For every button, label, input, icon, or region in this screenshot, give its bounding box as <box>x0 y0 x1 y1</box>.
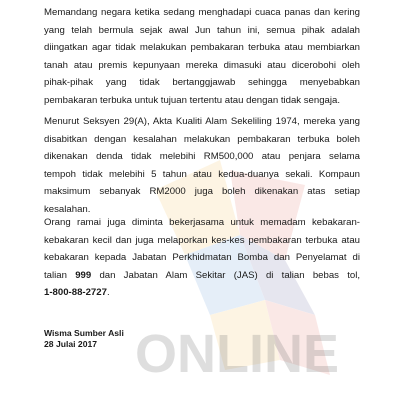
text-line: Menurut Seksyen 29(A), Akta Kualiti Alam Sekeliling 1974, mereka yang <box>44 116 360 127</box>
text-line: pihak-pihak yang tidak bertanggjawab sehingga menyebabkan <box>44 77 360 88</box>
text-line: yang telah bermula sejak awal Jun tahun ini, semua pihak adalah <box>44 24 360 36</box>
text-line <box>44 284 360 302</box>
text-line: diingatkan agar tidak melakukan pembakaran terbuka atau membiarkan <box>44 42 360 53</box>
text-line: tempoh tidak melebihi 5 tahun atau kedua-duanya sekali. Kompaun <box>44 168 360 180</box>
text-line: disabitkan dengan kesalahan melakukan pembakaran terbuka boleh <box>44 133 360 145</box>
signature-date: 28 Julai 2017 <box>44 339 98 349</box>
period: . <box>106 287 110 298</box>
text-line: kebakaran kecil dan juga melaporkan kes-kes pembakaran terbuka atau <box>44 234 360 246</box>
signature-org: Wisma Sumber Asli <box>44 328 124 338</box>
text-line: maksimum sebanyak RM2000 juga boleh dikenakan atas setiap <box>44 186 360 197</box>
signature-block <box>44 328 244 350</box>
text-line: tanah atau premis kepunyaan mereka dimasuki atau dicerobohi oleh <box>44 59 360 71</box>
text-line: Memandang negara ketika sedang menghadapi cuaca panas dan kering <box>44 7 360 18</box>
watermark-shape-red-2 <box>265 300 330 375</box>
paragraph-1 <box>44 4 360 109</box>
text-line <box>44 267 360 285</box>
text-line: Orang ramai juga diminta bekerjasama untuk memadam kebakaran- <box>44 217 360 228</box>
line-prefix: talian <box>44 269 76 281</box>
paragraph-2 <box>44 113 360 218</box>
phone-number-jas: 1-800-88-2727 <box>44 287 107 298</box>
line-suffix: dan Jabatan Alam Sekitar (JAS) di talian bebas tol, <box>91 269 360 281</box>
phone-number-bomba: 999 <box>75 269 92 281</box>
text-line: dikenakan denda tidak melebihi RM500,000 atau penjara selama <box>44 151 360 162</box>
text-line: kesalahan. <box>44 203 91 215</box>
paragraph-3 <box>44 214 360 302</box>
text-line: kebakaran kepada Jabatan Perkhidmatan Bomba dan Penyelamat di <box>44 252 360 263</box>
watermark-text: ONLINE <box>135 324 340 384</box>
text-line: pembakaran terbuka untuk tujuan tertentu atau dengan tidak sengaja. <box>44 94 341 106</box>
